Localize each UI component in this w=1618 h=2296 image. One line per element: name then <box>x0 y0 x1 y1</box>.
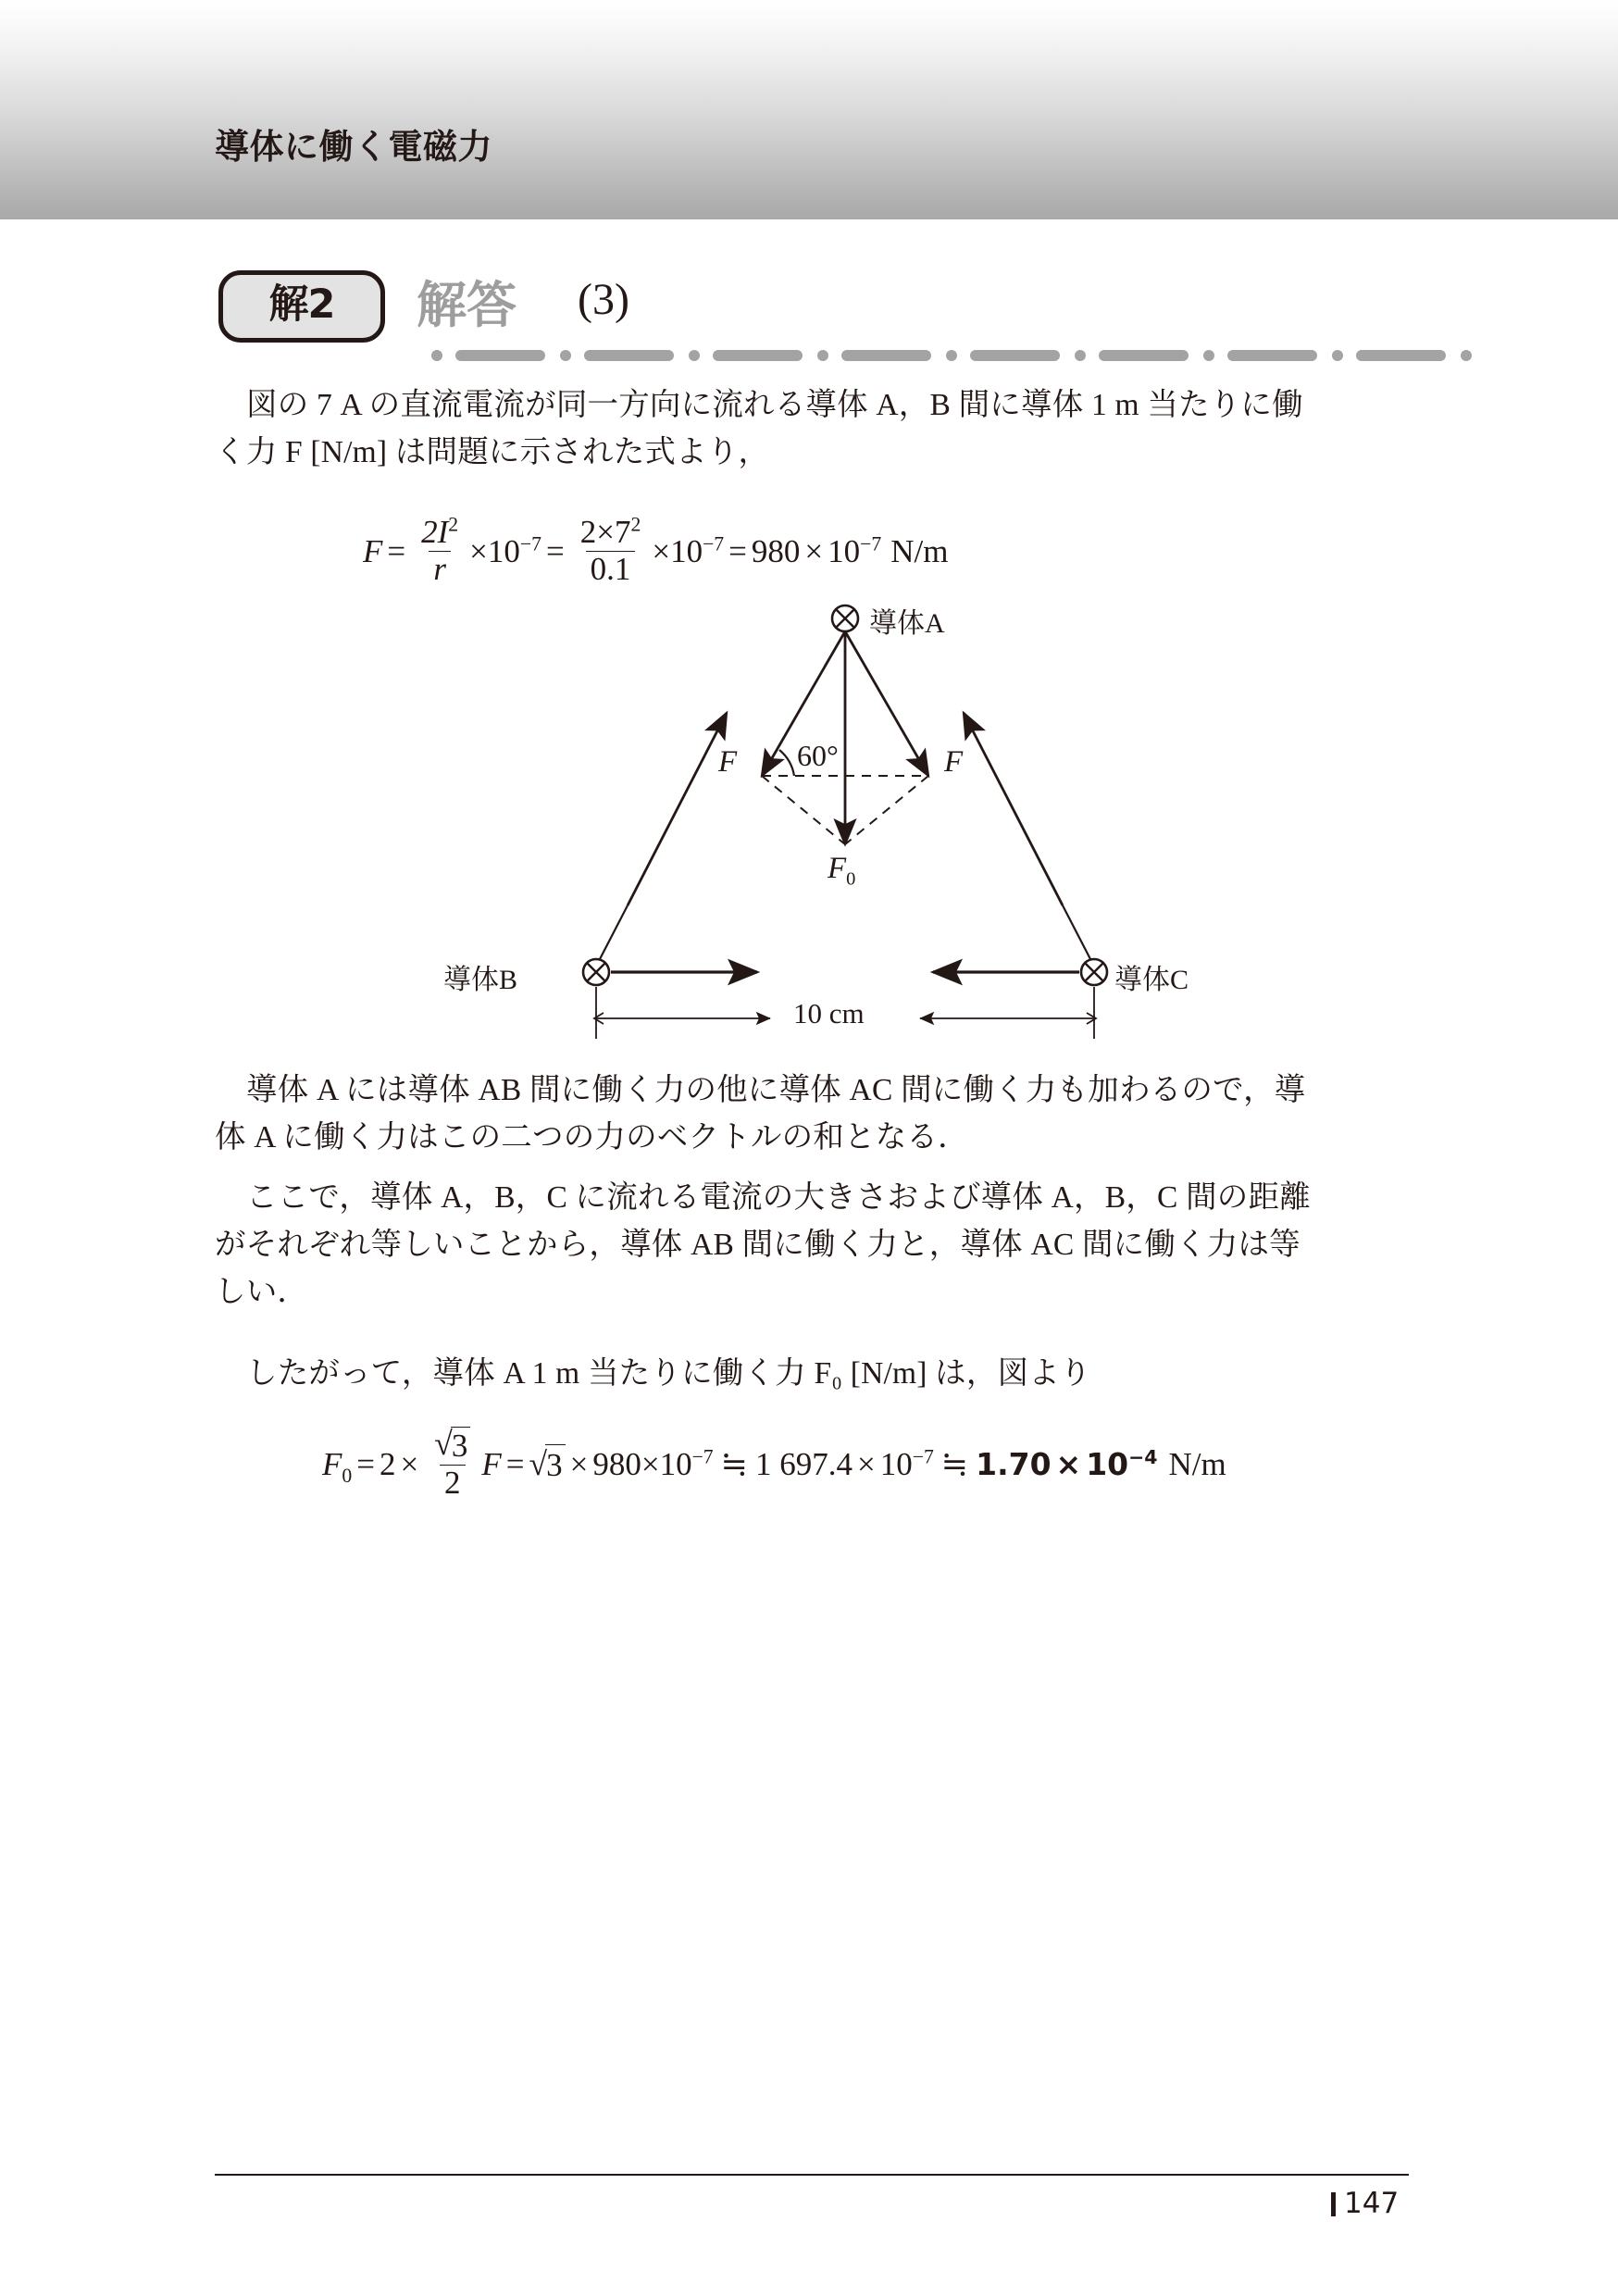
footer-divider <box>215 2174 1409 2176</box>
force-arrow-from-c <box>964 713 1063 905</box>
node-a-crossed-circle <box>832 605 858 631</box>
paragraph-2-line-2: 体 A に働く力はこの二つの力のベクトルの和となる． <box>215 1120 969 1154</box>
paragraph-2 <box>215 1067 1409 1161</box>
equation-2-approx-1: ≒ <box>720 1445 748 1482</box>
paragraph-4 <box>215 1350 1409 1397</box>
force-diagram-svg <box>481 583 1185 1065</box>
equation-1-frac2-denominator: 0.1 <box>586 551 636 587</box>
solution-badge-label: 解2 <box>268 281 335 328</box>
parallelogram-left-dashed <box>762 776 845 844</box>
equation-1-equals-1: = <box>387 533 406 570</box>
equation-2-coefficient: 2 <box>379 1445 396 1482</box>
node-a-label: 導体A <box>869 608 945 639</box>
paragraph-4-line-1: したがって，導体 A 1 m 当たりに働く力 F₀ [N/m] は，図より <box>246 1356 1091 1391</box>
equation-1 <box>363 513 949 588</box>
equation-1-times-3: × <box>804 533 824 570</box>
equation-2-var-f: F <box>481 1445 502 1482</box>
equation-1-result: 980 <box>751 533 801 570</box>
resultant-label: $F_0$ <box>828 852 856 890</box>
paragraph-3-line-3: しい． <box>215 1275 309 1309</box>
equation-1-unit: N/m <box>890 533 949 570</box>
triangle-leg-b <box>600 905 628 959</box>
sqrt-icon: √ 3 <box>529 1444 565 1484</box>
paragraph-3-line-1: ここで，導体 A，B，C に流れる電流の大きさおよび導体 A，B，C 間の距離 <box>246 1180 1311 1215</box>
equation-2-times-2: × <box>569 1445 589 1482</box>
section-number: (3) <box>578 275 629 324</box>
equation-2-equals-1: = <box>356 1445 375 1482</box>
equation-1-lhs: F <box>363 533 383 570</box>
angle-label: 60° <box>797 739 839 772</box>
node-c-crossed-circle <box>1081 959 1107 985</box>
equation-2-times-4: × <box>856 1445 876 1482</box>
sqrt-icon: √ 3 <box>434 1427 470 1464</box>
equation-2-answer-times: × <box>1055 1446 1082 1483</box>
equation-1-power-3: $10^{-7}$ <box>828 532 882 570</box>
running-header-title: 導体に働く電磁力 <box>215 127 492 167</box>
equation-2-answer-unit: N/m <box>1168 1445 1226 1482</box>
force-vector-right <box>845 631 928 776</box>
equation-2-times-1: × <box>400 1445 419 1482</box>
page-header-band <box>0 0 1618 219</box>
equation-1-frac1-numerator: $2I^2$ <box>421 513 459 550</box>
equation-2-power-1: $10^{-7}$ <box>659 1445 714 1482</box>
paragraph-1-line-2: く力 F [N/m] は問題に示された式より， <box>215 435 770 469</box>
equation-2-answer-power: $10^{-4}$ <box>1086 1446 1158 1483</box>
equation-1-times-1: × <box>469 533 488 570</box>
equation-2-frac-numerator <box>429 1427 475 1465</box>
node-c-label: 導体C <box>1114 965 1189 995</box>
equation-2-mid-value: 1 697.4 <box>754 1445 853 1482</box>
equation-1-frac2-numerator: $2\times 7^2$ <box>579 513 641 550</box>
equation-2-answer-mantissa: 1.70 <box>976 1446 1052 1483</box>
section-title: 解答 <box>417 276 517 334</box>
force-left-label: F <box>718 745 738 779</box>
paragraph-1 <box>215 381 1409 476</box>
force-diagram <box>443 583 1189 1065</box>
force-arrow-from-b <box>628 713 727 905</box>
page-number: 147 <box>1331 2187 1399 2220</box>
equation-1-equals-2: = <box>545 533 565 570</box>
force-right-label: F <box>944 745 964 779</box>
equation-2-fraction <box>429 1427 475 1501</box>
triangle-leg-c <box>1063 905 1090 959</box>
node-b-label: 導体B <box>443 965 518 995</box>
paragraph-3 <box>215 1174 1409 1316</box>
equation-2-frac-denominator: 2 <box>440 1465 466 1501</box>
parallelogram-right-dashed <box>845 776 928 844</box>
equation-1-fraction-1 <box>417 513 463 587</box>
dimension-label: 10 cm <box>793 997 865 1029</box>
equation-1-frac1-denominator: r <box>429 551 451 587</box>
equation-1-power-1: $10^{-7}$ <box>487 532 541 570</box>
equation-2-equals-2: = <box>505 1445 525 1482</box>
equation-1-times-2: × <box>652 533 671 570</box>
equation-1-power-2: $10^{-7}$ <box>670 532 725 570</box>
equation-2-power-2: $10^{-7}$ <box>879 1445 934 1482</box>
paragraph-3-line-2: がそれぞれ等しいことから，導体 AB 間に働く力と，導体 AC 間に働く力は等 <box>215 1228 1301 1262</box>
section-divider-rule <box>431 350 1474 361</box>
angle-arc <box>779 750 794 776</box>
node-b-crossed-circle <box>583 959 609 985</box>
equation-1-fraction-2 <box>576 513 646 587</box>
page-number-bar <box>1331 2192 1336 2216</box>
equation-2 <box>322 1425 1226 1502</box>
paragraph-1-line-1: 図の 7 A の直流電流が同一方向に流れる導体 A，B 間に導体 1 m 当たりに働 <box>246 388 1303 422</box>
equation-2-value-980: 980 <box>592 1445 641 1482</box>
equation-1-equals-3: = <box>728 533 747 570</box>
equation-2-lhs: $F_0$ <box>322 1445 353 1487</box>
paragraph-2-line-1: 導体 A には導体 AB 間に働く力の他に導体 AC 間に働く力も加わるので，導 <box>246 1073 1306 1107</box>
equation-2-times-3: × <box>641 1445 660 1482</box>
equation-2-approx-2: ≒ <box>940 1445 969 1482</box>
